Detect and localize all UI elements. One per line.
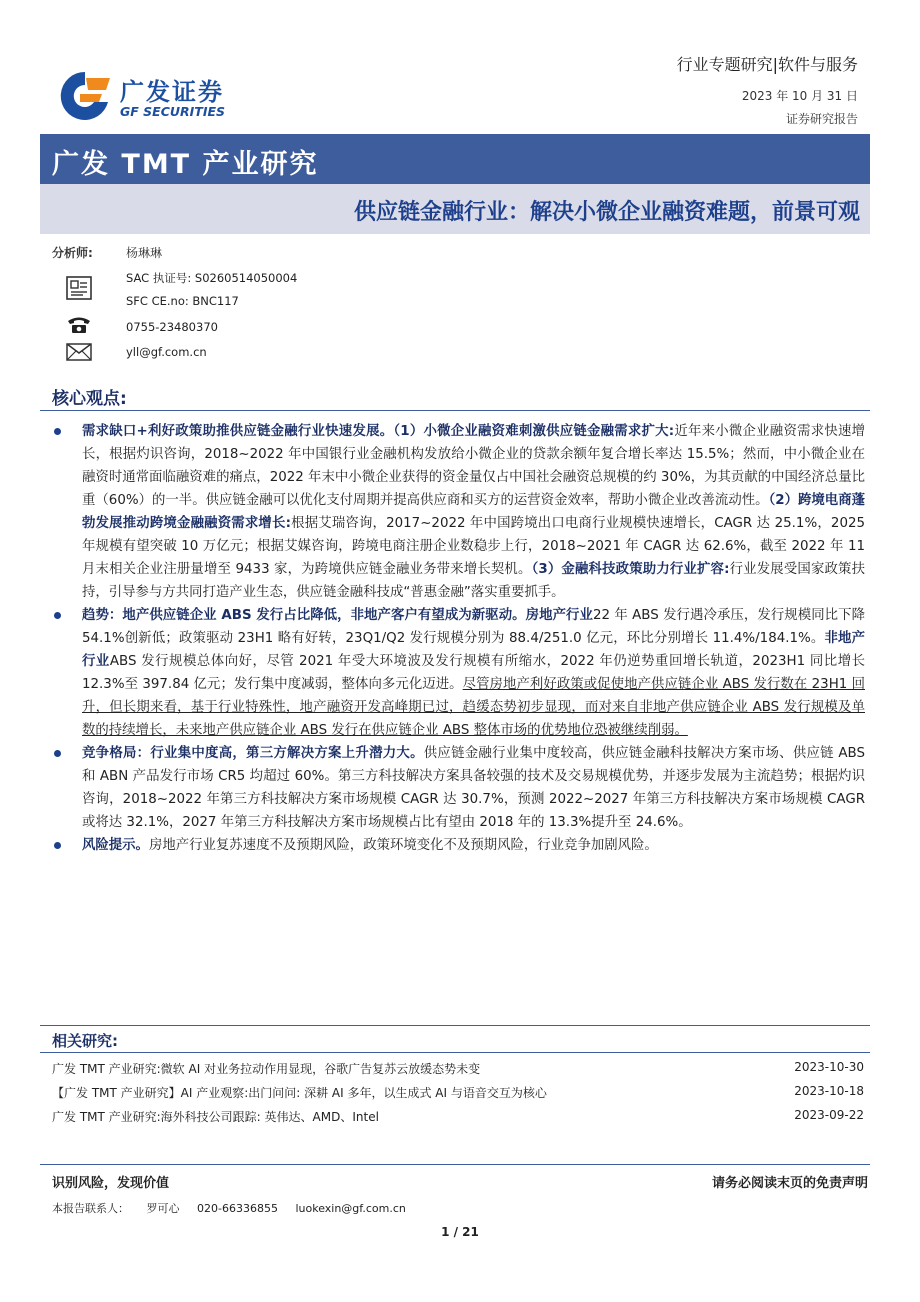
bullet-text: 非地产行业 xyxy=(82,631,865,669)
bullet-text: 22 年 ABS 发行遇冷承压，发行规模同比下降 54.1%创新低；政策驱动 23H1 略有好转，23Q1/Q2 发行规模分别为 88.4/251.0 亿元，环比分别增长 11.4%/184.1%。 xyxy=(82,608,865,646)
core-view-bullet xyxy=(50,834,865,857)
related-item-date: 2023-10-30 xyxy=(794,1060,864,1074)
bullet-text: 风险提示。 xyxy=(82,838,149,853)
bullet-text: （2）跨境电商蓬勃发展推动跨境金融融资需求增长: xyxy=(82,493,865,531)
related-item-title[interactable]: 【广发 TMT 产业研究】AI 产业观察:出门问问: 深耕 AI 多年，以生成式 AI 与语音交互为核心 xyxy=(52,1086,547,1100)
report-date: 2023 年 10 月 31 日 xyxy=(741,89,858,103)
analyst-sfc: SFC CE.no: BNC117 xyxy=(126,294,239,308)
telephone-icon xyxy=(66,316,92,334)
company-logo xyxy=(58,70,258,126)
bullet-text: 根据艾瑞咨询，2017~2022 年中国跨境出口电商行业规模快速增长，CAGR 达 25.1%，2025 年规模有望突破 10 万亿元；根据艾媒咨询，跨境电商注册企业数稳步上行，2018~2021 年 CAGR 达 62.6%，截至 2022 年 11 月末相关企业注册量增至 9433 家，为跨境供应链金融业务带来增长契机。 xyxy=(82,516,865,577)
contact-name: 罗可心 xyxy=(146,1202,180,1215)
bullet-text: 竞争格局：行业集中度高，第三方解决方案上升潜力大。 xyxy=(82,746,424,761)
bullet-text: 尽管房地产利好政策或促使地产供应链企业 ABS 发行数在 23H1 回升，但长期来看，基于行业特殊性，地产融资开发高峰期已过，趋缓态势初步显现，而对来自非地产供应链企业 ABS 发行规模及单数的持续增长，未来地产供应链企业 ABS 发行在供应链企业 ABS 整体市场的优势地位恐被继续削弱。 xyxy=(82,677,865,738)
analyst-label: 分析师: xyxy=(52,246,93,260)
analyst-sac: SAC 执证号: S0260514050004 xyxy=(126,271,298,285)
bullet-text: （3）金融科技政策助力行业扩容: xyxy=(531,562,730,577)
contact-label: 本报告联系人： xyxy=(52,1202,129,1215)
related-research-title: 相关研究: xyxy=(52,1032,118,1050)
analyst-phone[interactable]: 0755-23480370 xyxy=(126,320,218,334)
divider xyxy=(40,1025,870,1026)
core-view-bullet xyxy=(50,604,865,742)
contact-phone: 020-66336855 xyxy=(197,1202,278,1215)
report-meta xyxy=(677,52,858,127)
related-item-date: 2023-10-18 xyxy=(794,1084,864,1098)
core-views-title: 核心观点: xyxy=(52,389,127,409)
divider xyxy=(40,410,870,411)
page-number: 1 / 21 xyxy=(441,1225,479,1239)
footer-slogan: 识别风险，发现价值 xyxy=(52,1176,170,1191)
core-view-bullet xyxy=(50,420,865,604)
id-card-icon xyxy=(66,276,92,300)
bullet-text: 需求缺口+利好政策助推供应链金融行业快速发展。（1）小微企业融资难刺激供应链金融需求扩大: xyxy=(82,424,675,439)
bullet-text: 近年来小微企业融资需求快速增长，根据灼识咨询，2018~2022 年中国银行业金融机构发放给小微企业的贷款余额年复合增长率达 15.5%；然而，中小微企业在融资时通常面临融资难的痛点，2022 年末中小微企业获得的资金量仅占中国社会融资总规模的约 30%，为其贡献的中国经济总量比重（60%）的一半。供应链金融可以优化支付周期并提高供应商和买方的运营资金效率，帮助小微企业改善流动性。 xyxy=(82,424,865,508)
core-view-bullet xyxy=(50,742,865,834)
gf-logo-icon xyxy=(58,70,112,122)
series-banner xyxy=(40,134,870,184)
analyst-email[interactable]: yll@gf.com.cn xyxy=(126,345,207,359)
related-item-title[interactable]: 广发 TMT 产业研究:海外科技公司跟踪: 英伟达、AMD、Intel xyxy=(52,1110,379,1124)
contact-email[interactable]: luokexin@gf.com.cn xyxy=(295,1202,406,1215)
bullet-text: 趋势：地产供应链企业 ABS 发行占比降低，非地产客户有望成为新驱动。房地产行业 xyxy=(82,608,593,623)
footer-contact xyxy=(52,1200,420,1216)
report-type: 证券研究报告 xyxy=(785,112,858,126)
analyst-name: 杨琳琳 xyxy=(126,246,163,260)
logo-text-en: GF SECURITIES xyxy=(120,104,226,119)
related-item-title[interactable]: 广发 TMT 产业研究:微软 AI 对业务拉动作用显现，谷歌广告复苏云放缓态势未变 xyxy=(52,1062,481,1076)
report-title: 供应链金融行业：解决小微企业融资难题，前景可观 xyxy=(353,200,860,225)
bullet-text: 房地产行业复苏速度不及预期风险，政策环境变化不及预期风险，行业竞争加剧风险。 xyxy=(148,838,658,853)
core-views-list xyxy=(50,420,865,857)
footer-divider xyxy=(40,1164,870,1165)
envelope-icon xyxy=(66,343,92,361)
bullet-text: 供应链金融行业集中度较高，供应链金融科技解决方案市场、供应链 ABS 和 ABN 产品发行市场 CR5 均超过 60%。第三方科技解决方案具备较强的技术及交易规模优势，并逐步发展为主流趋势；根据灼识咨询，2018~2022 年第三方科技解决方案市场规模 CAGR 达 30.7%，预测 2022~2027 年第三方科技解决方案市场规模 CAGR 或将达 32.1%，2027 年第三方科技解决方案市场规模占比有望由 2018 年的 13.3%提升至 24.6%。 xyxy=(82,746,865,830)
title-banner xyxy=(40,184,870,234)
bullet-text: 行业发展受国家政策扶持，引导参与方共同打造产业生态，供应链金融科技成“普惠金融”落实重要抓手。 xyxy=(82,562,865,600)
report-category: 行业专题研究|软件与服务 xyxy=(676,55,858,74)
logo-text-cn: 广发证券 xyxy=(120,78,224,106)
footer-disclaimer: 请务必阅读末页的免责声明 xyxy=(711,1176,868,1191)
series-title: 广发 TMT 产业研究 xyxy=(52,149,319,180)
related-item-date: 2023-09-22 xyxy=(794,1108,864,1122)
bullet-text: ABS 发行规模总体向好，尽管 2021 年受大环境波及发行规模有所缩水，2022 年仍逆势重回增长轨道，2023H1 同比增长 12.3%至 397.84 亿元；发行集中度减弱，整体向多元化迈进。 xyxy=(82,654,865,692)
divider xyxy=(40,1052,870,1053)
